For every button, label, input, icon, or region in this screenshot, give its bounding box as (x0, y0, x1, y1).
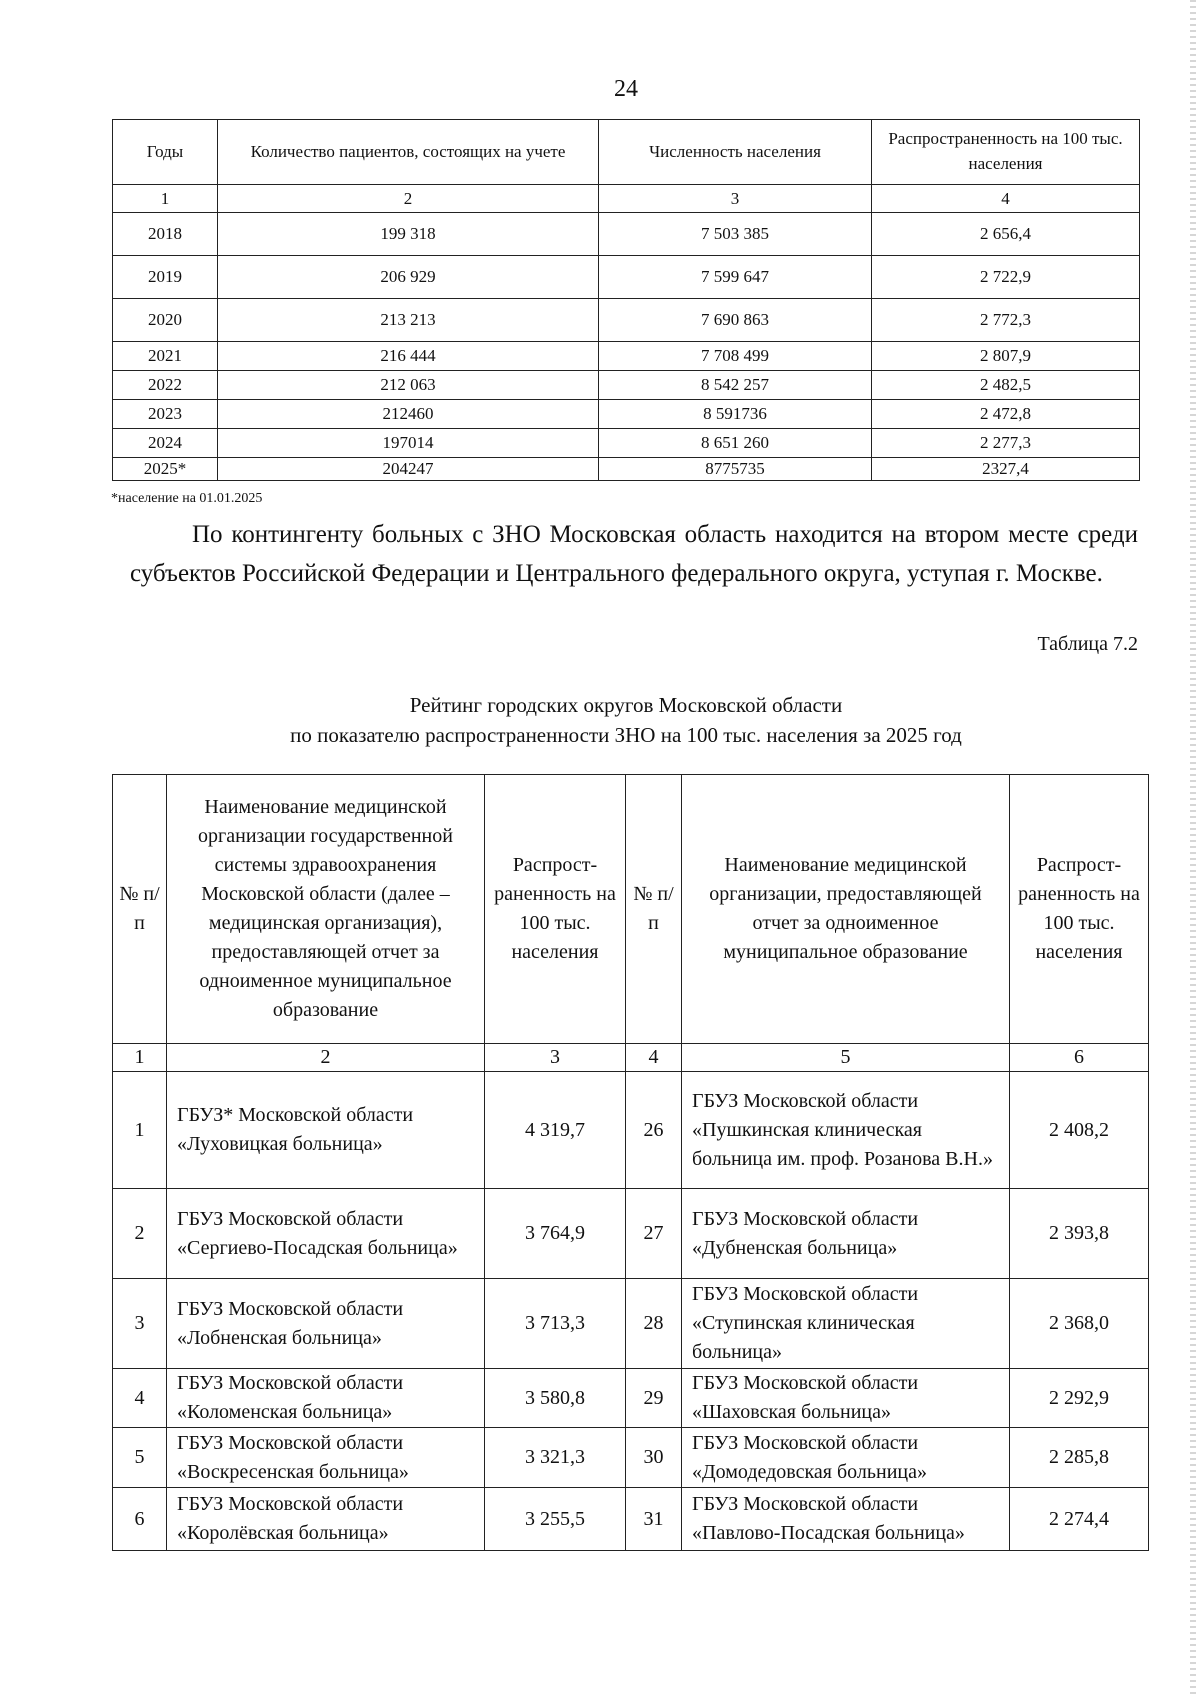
page-number: 24 (614, 76, 638, 102)
table-row (113, 299, 1140, 342)
organization-cell: ГБУЗ Московской области «Лобненская больница» (167, 1279, 485, 1369)
caption-line: по показателю распространенности ЗНО на 100 тыс. населения за 2025 год (290, 723, 962, 747)
prevalence-cell: 3 713,3 (485, 1279, 626, 1369)
organization-cell: ГБУЗ Московской области «Коломенская больница» (167, 1369, 485, 1428)
prevalence-by-year-table (112, 119, 1140, 481)
population-cell: 7 503 385 (599, 213, 872, 256)
index-cell: 5 (682, 1044, 1010, 1072)
table-row (113, 1279, 1149, 1369)
population-cell: 7 708 499 (599, 342, 872, 371)
rank-cell: 28 (626, 1279, 682, 1369)
index-cell: 1 (113, 185, 218, 213)
header-cell: Распространенность на 100 тыс. населения (872, 120, 1140, 185)
table-row (113, 342, 1140, 371)
header-cell: Количество пациентов, состоящих на учете (218, 120, 599, 185)
prevalence-cell: 2 274,4 (1010, 1488, 1149, 1551)
header-cell: Распрост-раненность на 100 тыс. населения (1010, 775, 1149, 1044)
population-cell: 7 599 647 (599, 256, 872, 299)
rank-cell: 26 (626, 1072, 682, 1189)
organization-cell: ГБУЗ* Московской области «Луховицкая больница» (167, 1072, 485, 1189)
prevalence-cell: 2 472,8 (872, 400, 1140, 429)
table-row (113, 1072, 1149, 1189)
prevalence-cell: 2 482,5 (872, 371, 1140, 400)
table-caption (112, 690, 1140, 750)
patients-cell: 212 063 (218, 371, 599, 400)
table-row (113, 400, 1140, 429)
rank-cell: 27 (626, 1189, 682, 1279)
year-cell: 2022 (113, 371, 218, 400)
organization-cell: ГБУЗ Московской области «Домодедовская больница» (682, 1428, 1010, 1488)
table-row (113, 1428, 1149, 1488)
index-cell: 1 (113, 1044, 167, 1072)
organization-cell: ГБУЗ Московской области «Воскресенская больница» (167, 1428, 485, 1488)
header-cell: Распрост-раненность на 100 тыс. населения (485, 775, 626, 1044)
prevalence-cell: 3 255,5 (485, 1488, 626, 1551)
prevalence-cell: 2 408,2 (1010, 1072, 1149, 1189)
patients-cell: 212460 (218, 400, 599, 429)
prevalence-cell: 3 580,8 (485, 1369, 626, 1428)
organization-cell: ГБУЗ Московской области «Королёвская больница» (167, 1488, 485, 1551)
organization-cell: ГБУЗ Московской области «Шаховская больница» (682, 1369, 1010, 1428)
index-cell: 3 (599, 185, 872, 213)
year-cell: 2025* (113, 458, 218, 481)
prevalence-cell: 2 393,8 (1010, 1189, 1149, 1279)
organization-cell: ГБУЗ Московской области «Ступинская клиническая больница» (682, 1279, 1010, 1369)
year-cell: 2023 (113, 400, 218, 429)
organization-cell: ГБУЗ Московской области «Павлово-Посадская больница» (682, 1488, 1010, 1551)
table-row (113, 371, 1140, 400)
rank-cell: 1 (113, 1072, 167, 1189)
table-row (113, 1369, 1149, 1428)
year-cell: 2021 (113, 342, 218, 371)
year-cell: 2020 (113, 299, 218, 342)
prevalence-cell: 2 807,9 (872, 342, 1140, 371)
index-cell: 4 (626, 1044, 682, 1072)
index-cell: 2 (167, 1044, 485, 1072)
prevalence-cell: 3 321,3 (485, 1428, 626, 1488)
prevalence-cell: 2327,4 (872, 458, 1140, 481)
prevalence-cell: 2 772,3 (872, 299, 1140, 342)
organization-cell: ГБУЗ Московской области «Сергиево-Посадская больница» (167, 1189, 485, 1279)
prevalence-cell: 2 285,8 (1010, 1428, 1149, 1488)
table-row (113, 1189, 1149, 1279)
year-cell: 2024 (113, 429, 218, 458)
column-index-row (113, 185, 1140, 213)
caption-line: Рейтинг городских округов Московской области (409, 693, 843, 717)
table-row (113, 1488, 1149, 1551)
header-cell: № п/п (113, 775, 167, 1044)
index-cell: 6 (1010, 1044, 1149, 1072)
prevalence-cell: 4 319,7 (485, 1072, 626, 1189)
scan-edge-artifact (1190, 0, 1196, 1697)
organization-cell: ГБУЗ Московской области «Дубненская больница» (682, 1189, 1010, 1279)
patients-cell: 206 929 (218, 256, 599, 299)
ranking-table (112, 774, 1149, 1551)
population-cell: 8775735 (599, 458, 872, 481)
prevalence-cell: 2 722,9 (872, 256, 1140, 299)
rank-cell: 3 (113, 1279, 167, 1369)
table-label: Таблица 7.2 (1037, 633, 1138, 655)
year-cell: 2018 (113, 213, 218, 256)
population-cell: 8 591736 (599, 400, 872, 429)
header-cell: Годы (113, 120, 218, 185)
body-paragraph: По контингенту больных с ЗНО Московская область находится на втором месте среди субъектов Российской Федерации и Центрального федерального округа, уступая г. Москве. (130, 521, 1138, 587)
year-cell: 2019 (113, 256, 218, 299)
prevalence-cell: 3 764,9 (485, 1189, 626, 1279)
index-cell: 3 (485, 1044, 626, 1072)
table-footnote: *население на 01.01.2025 (111, 491, 263, 506)
prevalence-cell: 2 277,3 (872, 429, 1140, 458)
rank-cell: 6 (113, 1488, 167, 1551)
patients-cell: 199 318 (218, 213, 599, 256)
table-header-row (113, 120, 1140, 185)
header-cell: Численность населения (599, 120, 872, 185)
column-index-row (113, 1044, 1149, 1072)
header-cell: Наименование медицинской организации государственной системы здравоохранения Московской области (далее – медицинская организация), предоставляющей отчет за одноименное муниципальное образование (167, 775, 485, 1044)
patients-cell: 216 444 (218, 342, 599, 371)
patients-cell: 197014 (218, 429, 599, 458)
patients-cell: 213 213 (218, 299, 599, 342)
population-cell: 8 542 257 (599, 371, 872, 400)
prevalence-cell: 2 368,0 (1010, 1279, 1149, 1369)
rank-cell: 5 (113, 1428, 167, 1488)
table-row (113, 458, 1140, 481)
header-cell: № п/п (626, 775, 682, 1044)
header-cell: Наименование медицинской организации, предоставляющей отчет за одноименное муниципальное образование (682, 775, 1010, 1044)
prevalence-cell: 2 656,4 (872, 213, 1140, 256)
table-row (113, 213, 1140, 256)
index-cell: 2 (218, 185, 599, 213)
prevalence-cell: 2 292,9 (1010, 1369, 1149, 1428)
table-header-row (113, 775, 1149, 1044)
index-cell: 4 (872, 185, 1140, 213)
rank-cell: 2 (113, 1189, 167, 1279)
patients-cell: 204247 (218, 458, 599, 481)
rank-cell: 31 (626, 1488, 682, 1551)
rank-cell: 29 (626, 1369, 682, 1428)
population-cell: 7 690 863 (599, 299, 872, 342)
table-row (113, 429, 1140, 458)
population-cell: 8 651 260 (599, 429, 872, 458)
table-row (113, 256, 1140, 299)
organization-cell: ГБУЗ Московской области «Пушкинская клиническая больница им. проф. Розанова В.Н.» (682, 1072, 1010, 1189)
rank-cell: 4 (113, 1369, 167, 1428)
rank-cell: 30 (626, 1428, 682, 1488)
